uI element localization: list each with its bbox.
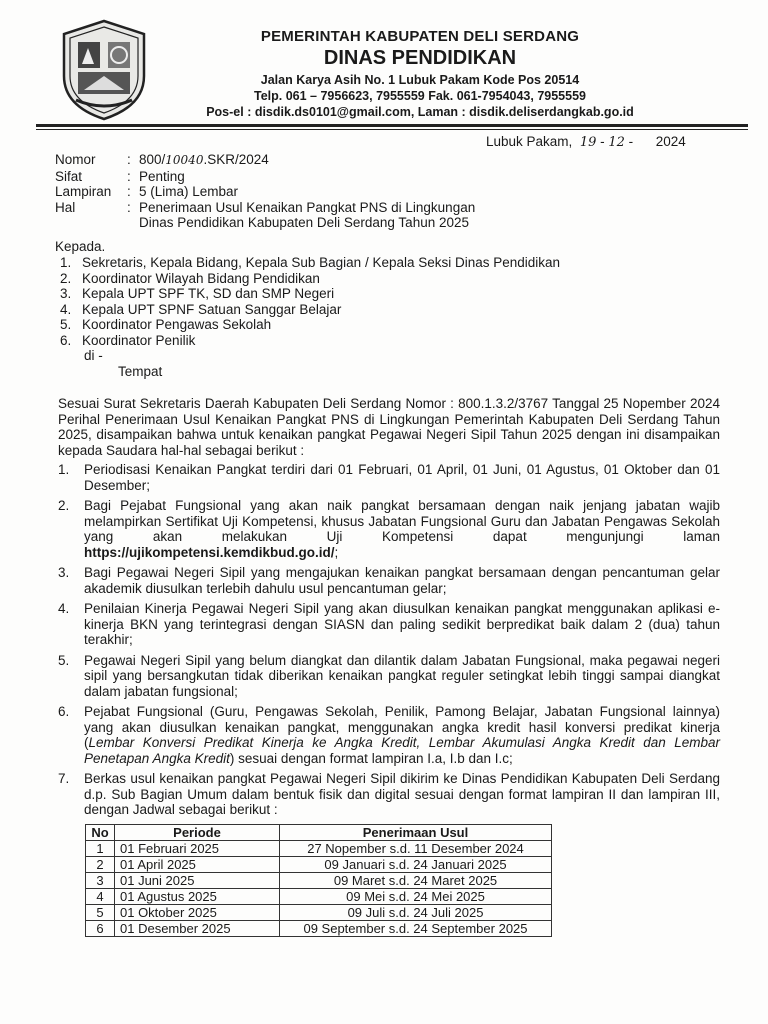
cell-no: 5 — [86, 905, 115, 921]
letter-meta — [55, 152, 475, 231]
recipient-di: di - — [84, 348, 103, 363]
lampiran-value: 5 (Lima) Lembar — [139, 184, 239, 199]
colon: : — [127, 152, 131, 167]
point-text — [84, 704, 720, 766]
cell-penerimaan: 09 September s.d. 24 September 2025 — [280, 921, 552, 937]
cell-penerimaan: 09 Juli s.d. 24 Juli 2025 — [280, 905, 552, 921]
table-header-row — [86, 825, 552, 841]
point-text-tail: ; — [334, 544, 339, 560]
point-number: 5. — [58, 652, 70, 668]
header-no: No — [86, 825, 115, 841]
nomor-prefix: 800/ — [139, 152, 166, 167]
hal-line-2: Dinas Pendidikan Kabupaten Deli Serdang Tahun 2025 — [139, 215, 469, 230]
table-row — [86, 889, 552, 905]
ujikompetensi-link[interactable]: https://ujikompetensi.kemdikbud.go.id/ — [84, 544, 335, 560]
point-7 — [58, 771, 720, 818]
point-2 — [58, 498, 720, 560]
list-text: Koordinator Wilayah Bidang Pendidikan — [82, 270, 320, 286]
hal-value — [139, 200, 475, 231]
cell-periode: 01 Februari 2025 — [115, 841, 280, 857]
point-6 — [58, 704, 720, 766]
point-text-b: ) sesuai dengan format lampiran I.a, I.b dan I.c; — [229, 750, 513, 766]
list-number: 1. — [60, 255, 72, 270]
agency-phone: Telp. 061 – 7956623, 7955559 Fak. 061-7954043, 7955559 — [254, 89, 586, 103]
list-number: 6. — [60, 332, 72, 348]
cell-penerimaan: 09 Maret s.d. 24 Maret 2025 — [280, 873, 552, 889]
point-number: 3. — [58, 565, 70, 580]
colon: : — [127, 168, 131, 184]
list-item — [60, 317, 560, 333]
agency-address: Jalan Karya Asih No. 1 Lubuk Pakam Kode Pos 20514 — [260, 73, 580, 87]
date-month: 12 — [608, 135, 625, 150]
nomor-label: Nomor — [55, 152, 96, 167]
list-text: Kepala UPT SPF TK, SD dan SMP Negeri — [82, 286, 335, 301]
list-item — [60, 333, 560, 349]
point-1 — [58, 462, 720, 493]
cell-periode: 01 Juni 2025 — [115, 873, 280, 889]
agency-email-web: Pos-el : disdik.ds0101@gmail.com, Laman : disdik.deliserdangkab.go.id — [206, 105, 634, 119]
agency-name: DINAS PENDIDIKAN — [323, 47, 517, 69]
date-year: 2024 — [655, 134, 686, 149]
recipients-list — [60, 255, 560, 348]
list-number: 5. — [60, 317, 72, 332]
points-list — [58, 462, 720, 823]
cell-periode: 01 Desember 2025 — [115, 921, 280, 937]
cell-penerimaan: 09 Januari s.d. 24 Januari 2025 — [280, 857, 552, 873]
point-number: 6. — [58, 704, 70, 719]
cell-penerimaan: 27 Nopember s.d. 11 Desember 2024 — [280, 841, 552, 857]
point-4 — [58, 601, 720, 648]
list-number: 3. — [60, 286, 72, 301]
point-5 — [58, 653, 720, 700]
point-text: Periodisasi Kenaikan Pangkat terdiri dari 01 Februari, 01 April, 01 Juni, 01 Agustus, 01 Oktober dan 01 Desember; — [84, 462, 720, 493]
sifat-value: Penting — [139, 168, 185, 184]
meta-hal — [55, 200, 475, 231]
header-penerimaan: Penerimaan Usul — [280, 825, 552, 841]
nomor-value — [139, 152, 269, 169]
recipients-heading: Kepada. — [55, 239, 106, 254]
list-item — [60, 271, 560, 287]
cell-periode: 01 April 2025 — [115, 857, 280, 873]
point-text: Berkas usul kenaikan pangkat Pegawai Negeri Sipil dikirim ke Dinas Pendidikan Kabupaten Deli Serdang d.p. Sub Bagian Umum dalam bentuk fisik dan digital sesuai dengan format lampiran II dan lampiran III, dengan Jadwal sebagai berikut : — [84, 771, 720, 817]
table-row — [86, 857, 552, 873]
list-item — [60, 302, 560, 318]
list-text: Kepala UPT SPNF Satuan Sanggar Belajar — [82, 301, 342, 317]
list-text: Koordinator Penilik — [82, 332, 196, 348]
point-number: 7. — [58, 771, 70, 786]
letterhead — [150, 28, 690, 120]
cell-no: 6 — [86, 921, 115, 937]
deli-serdang-emblem-icon — [58, 18, 150, 122]
point-number: 1. — [58, 462, 70, 477]
date-day: 19 — [579, 135, 597, 150]
hal-line-1: Penerimaan Usul Kenaikan Pangkat PNS di Lingkungan — [139, 199, 476, 215]
colon: : — [127, 184, 131, 199]
letterhead-rule-thick — [36, 124, 748, 127]
lampiran-label: Lampiran — [55, 184, 112, 199]
list-number: 2. — [60, 270, 72, 286]
point-3 — [58, 565, 720, 596]
point-text-body: Bagi Pejabat Fungsional yang akan naik pangkat bersamaan dengan naik jenjang jabatan wajib melampirkan Sertifikat Uji Kompetensi, khusus Jabatan Fungsional Guru dan Jabatan Pengawas Sekolah yang akan melakukan Uji Kompetensi dapat mengunjungi laman — [84, 498, 720, 544]
place-date: Lubuk Pakam, 19 - 12 - 2024 — [486, 134, 686, 150]
point-text: Bagi Pegawai Negeri Sipil yang mengajukan kenaikan pangkat bersamaan dengan pencantuman gelar akademik diusulkan terlebih dahulu usul pencantuman gelar; — [84, 565, 720, 596]
cell-periode: 01 Agustus 2025 — [115, 889, 280, 905]
recipient-place: Tempat — [118, 364, 163, 379]
point-number: 4. — [58, 601, 70, 616]
cell-no: 3 — [86, 873, 115, 889]
government-name: PEMERINTAH KABUPATEN DELI SERDANG — [260, 28, 580, 45]
list-text: Sekretaris, Kepala Bidang, Kepala Sub Bagian / Kepala Seksi Dinas Pendidikan — [82, 255, 561, 270]
cell-no: 1 — [86, 841, 115, 857]
cell-periode: 01 Oktober 2025 — [115, 905, 280, 921]
nomor-suffix: .SKR/2024 — [203, 152, 269, 167]
hal-label: Hal — [55, 199, 76, 215]
list-item — [60, 255, 560, 271]
intro-paragraph: Sesuai Surat Sekretaris Daerah Kabupaten Deli Serdang Nomor : 800.1.3.2/3767 Tanggal 25 Nopember 2024 Perihal Penerimaan Usul Kenaikan Pangkat PNS di Lingkungan Pemerintah Kabupaten Deli Serdang Tahun 2025, disampaikan bahwa untuk kenaikan pangkat Pegawai Negeri Sipil Tahun 2025 dengan ini disampaikan kepada Saudara hal-hal sebagai berikut : — [58, 396, 720, 458]
point-text-italic: Lembar Konversi Predikat Kinerja ke Angka Kredit, Lembar Akumulasi Angka Kredit dan Lembar Penetapan Angka Kredit — [84, 735, 720, 766]
list-text: Koordinator Pengawas Sekolah — [82, 317, 272, 332]
cell-no: 2 — [86, 857, 115, 873]
colon: : — [127, 199, 131, 215]
schedule-table — [85, 824, 552, 937]
list-item — [60, 286, 560, 302]
cell-penerimaan: 09 Mei s.d. 24 Mei 2025 — [280, 889, 552, 905]
meta-lampiran — [55, 184, 475, 200]
meta-sifat — [55, 169, 475, 185]
point-text: Pegawai Negeri Sipil yang belum diangkat dan dilantik dalam Jabatan Fungsional, maka pegawai negeri sipil yang bersangkutan tidak diberikan kenaikan pangkat reguler setingkat lebih tinggi sampai diangkat dalam jabatan fungsional; — [84, 652, 720, 699]
place: Lubuk Pakam, — [486, 134, 573, 149]
table-row — [86, 905, 552, 921]
point-text-a: Pejabat Fungsional (Guru, Pengawas Sekolah, Penilik, Pamong Belajar, Jabatan Fungsional lainnya) yang akan diusulkan kenaikan pangkat, menggunakan angka kredit hasil konversi predikat kinerja ( — [84, 704, 720, 750]
list-number: 4. — [60, 301, 72, 317]
meta-nomor — [55, 152, 475, 169]
point-number: 2. — [58, 498, 70, 513]
point-text — [84, 498, 720, 560]
point-text: Penilaian Kinerja Pegawai Negeri Sipil yang akan diusulkan kenaikan pangkat menggunakan aplikasi e-kinerja BKN yang terintegrasi dengan SIASN dan paling sedikit berpredikat baik dalam 2 (dua) tahun terakhir; — [84, 601, 720, 647]
table-row — [86, 841, 552, 857]
letterhead-rule-thin — [36, 129, 748, 130]
sifat-label: Sifat — [55, 168, 83, 184]
table-row — [86, 921, 552, 937]
header-periode: Periode — [115, 825, 280, 841]
nomor-number: 10040 — [165, 153, 204, 167]
table-row — [86, 873, 552, 889]
cell-no: 4 — [86, 889, 115, 905]
